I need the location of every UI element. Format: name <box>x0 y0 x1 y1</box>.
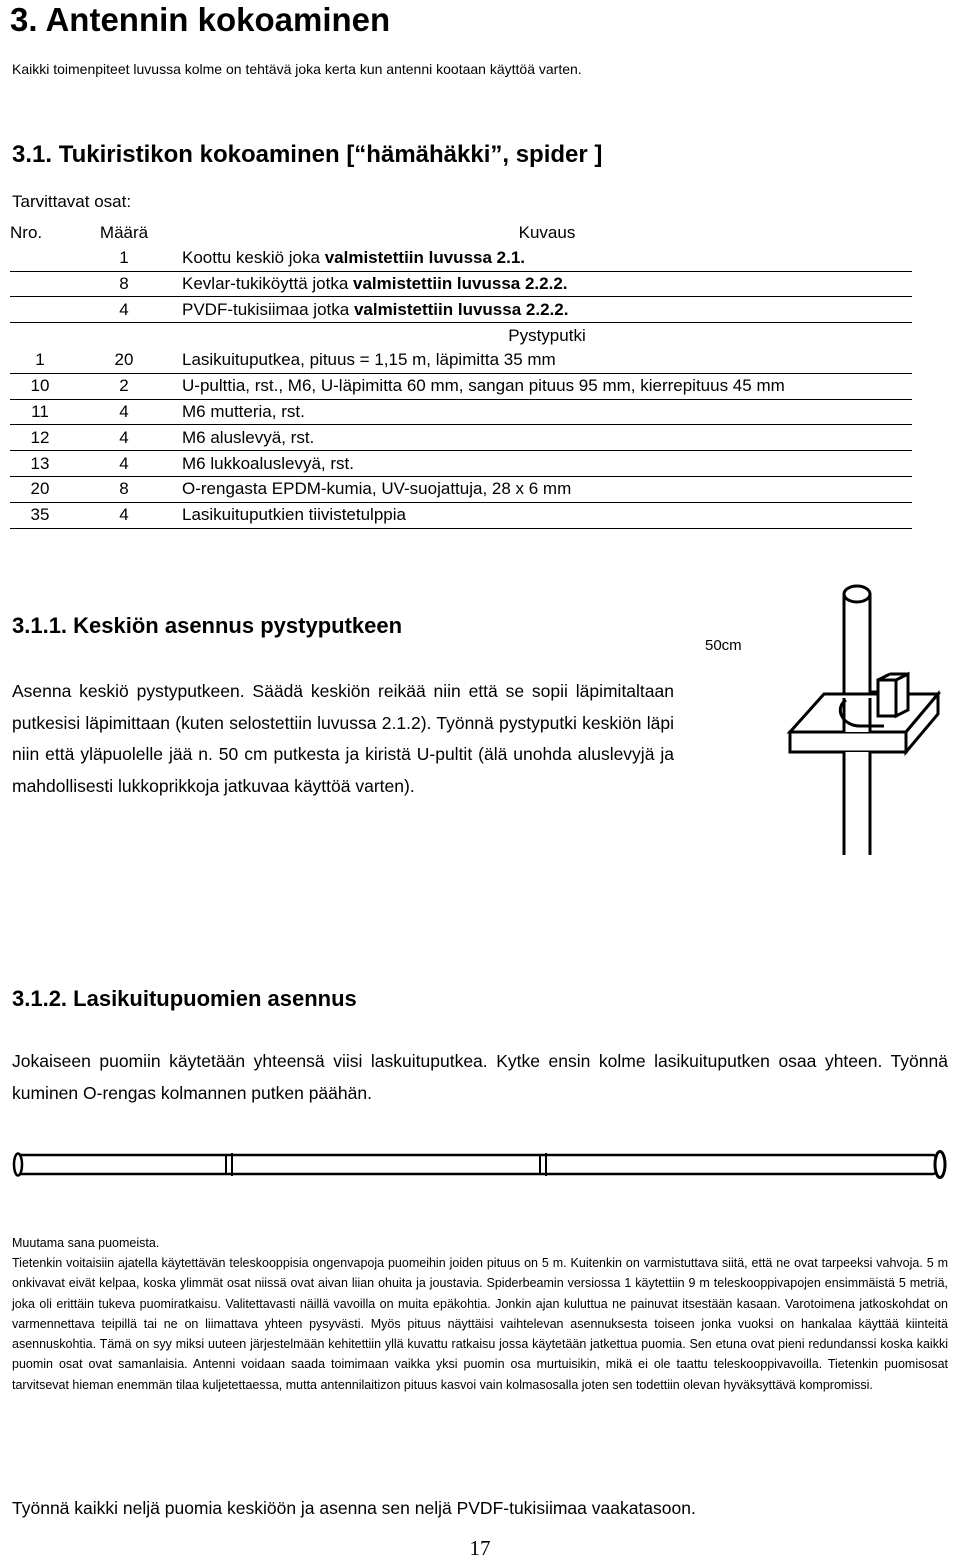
header-kuvaus: Kuvaus <box>518 223 576 243</box>
parts-row-nro: 13 <box>10 451 70 477</box>
parts-row-kuvaus <box>178 451 912 477</box>
subsection2-text: Jokaiseen puomiin käytetään yhteensä viisi laskuituputkea. Kytke ensin kolme lasikuituputken osaa yhteen. Työnnä kuminen O-rengas kolmannen putken päähän. <box>12 1051 948 1103</box>
parts-row <box>10 271 912 297</box>
header-nro: Nro. <box>10 223 43 243</box>
parts-row-description: Kevlar-tukiköyttä jotka <box>182 273 354 293</box>
parts-heading: Tarvittavat osat: <box>12 192 132 211</box>
parts-row-maara: 4 <box>70 451 178 477</box>
parts-row-kuvaus <box>178 373 912 399</box>
parts-row-kuvaus <box>178 399 912 425</box>
parts-row-kuvaus <box>178 348 912 373</box>
intro-text: Kaikki toimenpiteet luvussa kolme on tehtävä joka kerta kun antenni kootaan käyttöä varten. <box>12 61 582 77</box>
parts-row-maara: 4 <box>70 425 178 451</box>
figure-label-50cm: 50cm <box>705 637 742 654</box>
parts-row-maara: 8 <box>70 271 178 297</box>
parts-row-nro: 12 <box>10 425 70 451</box>
parts-row-reference: valmistettiin luvussa 2.1. <box>324 248 526 268</box>
parts-row-maara: 4 <box>70 297 178 323</box>
subsection1-text: Asenna keskiö pystyputkeen. Säädä keskiön reikää niin että se sopii läpimitaltaan putkesisi läpimittaan (kuten selostettiin luvussa 2.1.2). Työnnä pystyputki keskiön läpi niin että yläpuolelle jää n. 50 cm putkesta ja kiristä U-pultit (älä unohda aluslevyjä ja mahdollisesti lukkoprikkoja jatkuvaa käyttöä varten). <box>12 681 674 796</box>
parts-row-nro <box>10 271 70 297</box>
parts-row-description: PVDF-tukisiimaa jotka <box>182 299 354 319</box>
section-heading: 3.1. Tukiristikon kokoaminen [“hämähäkki”, spider ] <box>12 141 603 168</box>
subsection2-heading: 3.1.2. Lasikuitupuomien asennus <box>12 986 357 1011</box>
parts-row <box>10 502 912 528</box>
parts-row-nro: 11 <box>10 399 70 425</box>
parts-row-kuvaus <box>178 476 912 502</box>
parts-row-kuvaus <box>178 425 912 451</box>
parts-row-maara: 4 <box>70 399 178 425</box>
parts-row-kuvaus <box>178 502 912 528</box>
parts-row <box>10 425 912 451</box>
parts-row-description: Lasikuituputkien tiivistetulppia <box>182 505 406 525</box>
parts-row-kuvaus <box>178 271 912 297</box>
parts-row-nro <box>10 297 70 323</box>
parts-row-maara: 20 <box>70 348 178 373</box>
o-ring <box>935 1152 945 1178</box>
parts-row-description: Koottu keskiö joka <box>182 248 325 268</box>
parts-row-nro: 10 <box>10 373 70 399</box>
parts-row-maara: 8 <box>70 476 178 502</box>
parts-row-kuvaus <box>178 297 912 323</box>
tube-end-left <box>14 1154 22 1176</box>
pipe-top <box>844 586 870 602</box>
page-title: 3. Antennin kokoaminen <box>10 1 391 38</box>
parts-row-reference: valmistettiin luvussa 2.2.2. <box>353 299 569 319</box>
clamp-block <box>878 680 896 716</box>
parts-row <box>10 297 912 323</box>
parts-row <box>10 348 912 373</box>
parts-row-nro: 20 <box>10 476 70 502</box>
page-number: 17 <box>469 1536 491 1560</box>
parts-row <box>10 451 912 477</box>
subsection1-heading: 3.1.1. Keskiön asennus pystyputkeen <box>12 613 403 638</box>
parts-table-header <box>10 221 912 246</box>
parts-row-nro: 35 <box>10 502 70 528</box>
parts-row-description: U-pulttia, rst., M6, U-läpimitta 60 mm, sangan pituus 95 mm, kierrepituus 45 mm <box>182 376 785 396</box>
parts-table <box>10 221 912 529</box>
parts-row-kuvaus <box>178 246 912 271</box>
parts-row-description: M6 mutteria, rst. <box>182 401 305 421</box>
tube-body <box>18 1155 936 1174</box>
parts-row-maara: 2 <box>70 373 178 399</box>
parts-row-nro <box>10 246 70 271</box>
notes-text: Tietenkin voitaisiin ajatella käytettävän teleskooppisia ongenvapoja puomeihin joiden pituus on 5 m. Kuitenkin on varmistuttava siitä, että ne ovat tarpeeksi vahvoja. 5 m onkivavat eivät kelpaa, koska ylimmät osat niissä ovat aivan liian ohuita ja joustavia. Spiderbeamin versiossa 1 käytettiin 9 m teleskooppivapojen ensimmäistä 5 metriä, joka oli erittäin tukeva puomiratkaisu. Valitettavasti näillä vavoilla on muita epäkohtia. Jonkin ajan kuluttua ne painuvat itsestään kasaan. Varotoimena jatkoskohdat on varmennettava teipillä tai ne on liimattava yhteen pysyvästi. Myös pituus näyttäisi vaihtelevan asennuksesta toiseen jonka vuoksi on hankalaa käyttää kiinteitä asennuskohtia. Tämä on syy miksi uuteen järjestelmään kehitettiin yllä kuvattu ratkaisu jossa käytetään jatkettua puomia. Sen etuna ovat pieni redundanssi koska kaikki puomin osat ovat samanlaisia. Antenni voidaan saada toimimaan vaikka yksi puomin osa murtuisikin, mikä ei ole taattu teleskooppivavoilla. Tietenkin puomisosat tarvitsevat hieman enemmän tilaa kuljetettaessa, mutta antennilaitizon pituus kasvoi vain kolmasosalla joten sen todettiin olevan hyväksyttävä kompromissi. <box>12 1256 948 1392</box>
parts-row-kuvaus <box>178 323 912 348</box>
parts-row <box>10 373 912 399</box>
notes-title: Muutama sana puomeista. <box>12 1236 160 1250</box>
parts-row-maara: 4 <box>70 502 178 528</box>
parts-row-description: M6 lukkoaluslevyä, rst. <box>182 453 354 473</box>
pipe-hub-figure <box>696 580 958 862</box>
header-maara: Määrä <box>99 223 149 243</box>
parts-row-maara <box>70 323 178 348</box>
parts-row <box>10 476 912 502</box>
parts-row-description: O-rengasta EPDM-kumia, UV-suojattuja, 28 x 6 mm <box>182 479 572 499</box>
parts-row-nro <box>10 323 70 348</box>
parts-row-nro: 1 <box>10 348 70 373</box>
hub-plate-front <box>790 732 906 752</box>
final-instruction: Työnnä kaikki neljä puomia keskiöön ja asenna sen neljä PVDF-tukisiimaa vaakatasoon. <box>12 1498 696 1518</box>
tube-sections-figure <box>10 1144 950 1186</box>
parts-row <box>10 399 912 425</box>
parts-row <box>10 323 912 348</box>
parts-row-maara: 1 <box>70 246 178 271</box>
parts-row <box>10 246 912 271</box>
parts-row-description: M6 aluslevyä, rst. <box>182 427 315 447</box>
parts-row-reference: valmistettiin luvussa 2.2.2. <box>353 273 568 293</box>
parts-row-description: Pystyputki <box>508 325 586 345</box>
parts-row-description: Lasikuituputkea, pituus = 1,15 m, läpimitta 35 mm <box>182 350 556 370</box>
